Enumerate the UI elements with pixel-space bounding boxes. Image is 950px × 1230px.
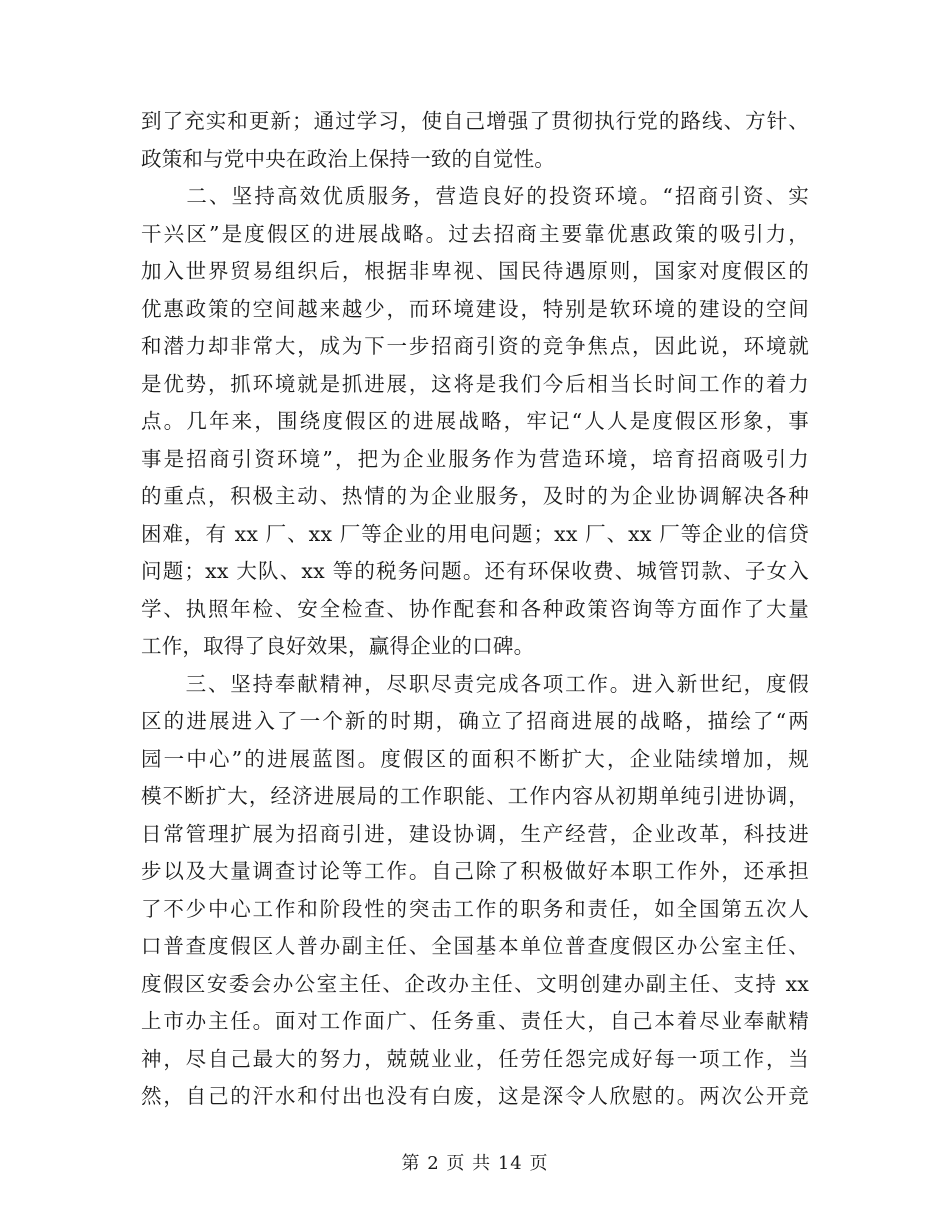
text-line: 三、坚持奉献精神，尽职尽责完成各项工作。进入新世纪，度假 xyxy=(141,671,809,696)
text-line: 步以及大量调查讨论等工作。自己除了积极做好本职工作外，还承担 xyxy=(141,859,809,883)
text-line: 加入世界贸易组织后，根据非卑视、国民待遇原则，国家对度假区的 xyxy=(141,259,809,283)
text-line: 的重点，积极主动、热情的为企业服务，及时的为企业协调解决各种 xyxy=(141,484,809,508)
text-line: 区的进展进入了一个新的时期，确立了招商进展的战略，描绘了“两 xyxy=(141,709,809,733)
page-footer: 第 2 页 共 14 页 xyxy=(401,1153,549,1174)
text-line: 到了充实和更新；通过学习，使自己增强了贯彻执行党的路线、方针、 xyxy=(141,109,809,133)
text-line: 上市办主任。面对工作面广、任务重、责任大，自己本着尽业奉献精 xyxy=(141,1009,809,1033)
text-line: 二、坚持高效优质服务，营造良好的投资环境。“招商引资、实 xyxy=(141,184,809,208)
text-line: 和潜力却非常大，成为下一步招商引资的竞争焦点，因此说，环境就 xyxy=(141,334,809,358)
text-line: 日常管理扩展为招商引进，建设协调，生产经营，企业改革，科技进 xyxy=(141,821,809,846)
text-line: 度假区安委会办公室主任、企改办主任、文明创建办副主任、支持 xx xyxy=(141,971,809,996)
text-line: 点。几年来，围绕度假区的进展战略，牢记“人人是度假区形象，事 xyxy=(141,409,809,433)
text-line: 事是招商引资环境”，把为企业服务作为营造环境，培育招商吸引力 xyxy=(141,446,809,471)
document-body xyxy=(141,103,809,1116)
text-line: 神，尽自己最大的努力，兢兢业业，任劳任怨完成好每一项工作，当 xyxy=(141,1046,809,1071)
text-line: 是优势，抓环境就是抓进展，这将是我们今后相当长时间工作的着力 xyxy=(141,371,809,396)
text-line: 然，自己的汗水和付出也没有白废，这是深令人欣慰的。两次公开竞 xyxy=(141,1084,809,1108)
text-line: 模不断扩大，经济进展局的工作职能、工作内容从初期单纯引进协调， xyxy=(141,784,809,808)
text-line: 问题；xx 大队、xx 等的税务问题。还有环保收费、城管罚款、子女入 xyxy=(141,559,809,583)
text-line: 困难，有 xx 厂、xx 厂等企业的用电问题；xx 厂、xx 厂等企业的信贷 xyxy=(141,521,809,546)
text-line: 学、执照年检、安全检查、协作配套和各种政策咨询等方面作了大量 xyxy=(141,596,809,621)
text-line: 工作，取得了良好效果，赢得企业的口碑。 xyxy=(141,634,535,658)
text-line: 干兴区”是度假区的进展战略。过去招商主要靠优惠政策的吸引力， xyxy=(141,221,809,246)
text-line: 政策和与党中央在政治上保持一致的自觉性。 xyxy=(141,146,555,171)
text-line: 了不少中心工作和阶段性的突击工作的职务和责任，如全国第五次人 xyxy=(141,896,809,921)
text-line: 优惠政策的空间越来越少，而环境建设，特别是软环境的建设的空间 xyxy=(141,296,809,321)
text-line: 口普查度假区人普办副主任、全国基本单位普查度假区办公室主任、 xyxy=(141,934,809,958)
text-line: 园一中心”的进展蓝图。度假区的面积不断扩大，企业陆续增加，规 xyxy=(141,746,809,771)
